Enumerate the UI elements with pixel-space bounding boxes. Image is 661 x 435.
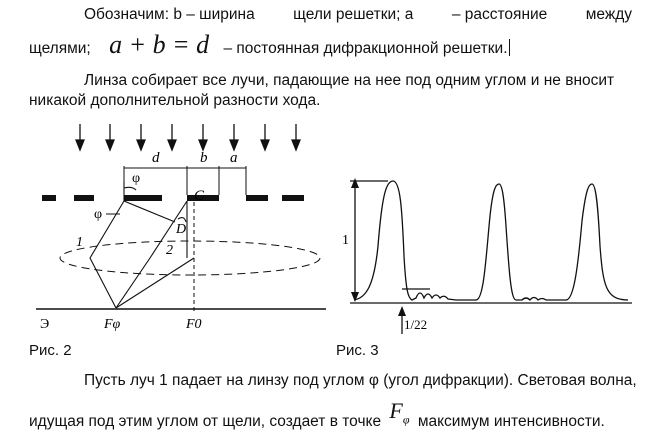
phi-subscript: φ — [402, 412, 410, 427]
p3-text-a: идущая под этим углом от щели, создает в точке — [29, 413, 382, 430]
label-one: 1 — [342, 233, 349, 248]
label-D: D — [176, 222, 187, 237]
lens — [60, 241, 320, 275]
label-b: b — [200, 150, 208, 166]
p1-part-2: щели решетки; a — [293, 6, 414, 23]
p3-text-b: максимум интенсивности. — [417, 413, 605, 430]
figure-3-intensity-plot — [336, 176, 636, 336]
label-phi-top: φ — [132, 171, 141, 186]
paragraph-3-line-2 — [29, 398, 605, 435]
label-a: a — [230, 150, 238, 166]
incident-rays — [76, 124, 300, 150]
label-C: C — [194, 188, 205, 204]
p1-part-4: между — [585, 6, 632, 23]
label-one-over-22: 1/22 — [404, 317, 428, 332]
label-d: d — [152, 150, 160, 166]
paragraph-1-line-2 — [29, 30, 510, 60]
label-screen: Э — [40, 317, 50, 332]
figure-2-caption: Рис. 2 — [29, 342, 72, 359]
label-F-phi: Fφ — [104, 317, 121, 332]
p1-prefix: щелями; — [29, 40, 91, 57]
paragraph-3-line-1: Пусть луч 1 падает на линзу под углом φ (угол дифракции). Световая волна, — [84, 372, 637, 389]
p1-part-1: Обозначим: b – ширина — [84, 6, 255, 23]
paragraph-2-line-2: никакой дополнительной разности хода. — [29, 92, 321, 109]
p1-suffix: – постоянная дифракционной решетки. — [223, 40, 508, 57]
F-phi-symbol — [389, 398, 409, 427]
text-cursor — [509, 39, 510, 56]
label-ray-1: 1 — [76, 235, 83, 250]
figure-3-caption: Рис. 3 — [336, 342, 379, 359]
paragraph-1-line-1 — [84, 6, 632, 24]
paragraph-2-line-1: Линза собирает все лучи, падающие на нее под одним углом и не вносит — [84, 72, 615, 89]
label-F-0: F0 — [186, 317, 202, 332]
figure-2-diffraction-diagram — [28, 118, 333, 340]
label-phi-left: φ — [94, 207, 103, 222]
p1-part-3: – расстояние — [451, 6, 548, 23]
grating-formula: a + b = d — [109, 30, 210, 59]
F-symbol: F — [389, 398, 403, 423]
diffraction-grating — [42, 195, 304, 201]
dimension-lines — [124, 166, 246, 195]
label-ray-2: 2 — [166, 243, 173, 258]
